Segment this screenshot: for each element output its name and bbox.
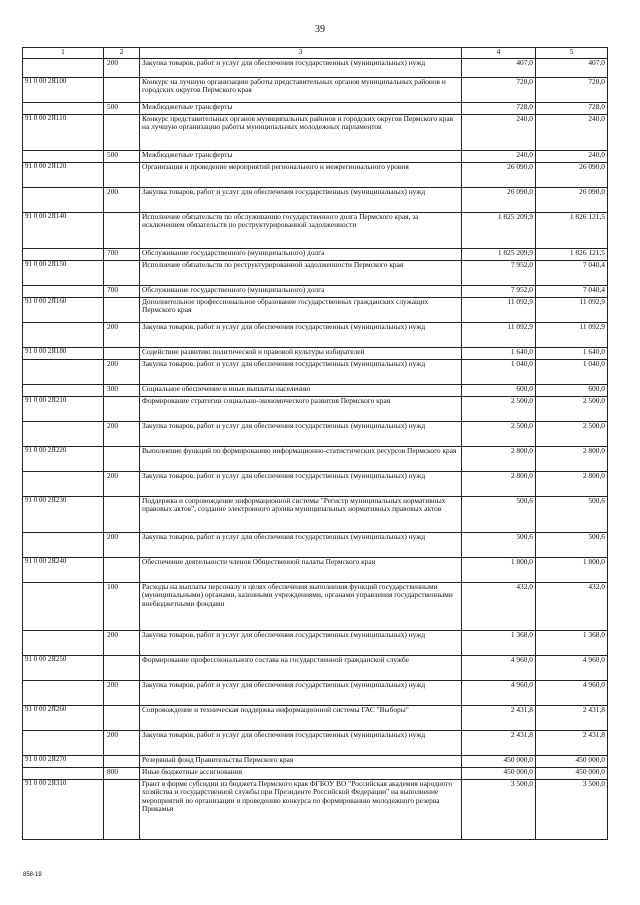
cell-kvr	[104, 298, 140, 323]
cell-kvr	[104, 656, 140, 681]
cell-code	[23, 103, 104, 115]
cell-code	[23, 286, 104, 298]
cell-value-2019: 240,0	[462, 151, 536, 163]
cell-name: Исполнение обязательств по обслуживанию государственного долга Пермского края, за исключением обязательств по реструктурированной задолженности	[140, 213, 462, 249]
cell-kvr: 300	[104, 385, 140, 397]
cell-value-2019: 500,6	[462, 533, 536, 558]
cell-name: Грант в форме субсидии из бюджета Пермского края ФГБОУ ВО "Российская академия народного хозяйства и государственной службы при Президенте Российской Федерации" на выполнение мероприятий по организации и проведению конкурса по формированию молодежного резерва Прикамья	[140, 780, 462, 840]
cell-value-2019: 1 825 209,9	[462, 249, 536, 261]
cell-name: Закупка товаров, работ и услуг для обеспечения государственных (муниципальных) нужд	[140, 59, 462, 78]
column-header: 2	[104, 48, 140, 59]
cell-code	[23, 151, 104, 163]
cell-value-2020: 1 368,0	[536, 631, 608, 656]
cell-kvr: 500	[104, 151, 140, 163]
cell-name: Конкурс представительных органов муниципальных районов и городских округов Пермского края на лучшую организацию работы муниципальных молодежных парламентов	[140, 115, 462, 151]
cell-value-2020: 728,0	[536, 78, 608, 103]
cell-value-2019: 7 952,0	[462, 261, 536, 286]
cell-name: Выполнение функций по формированию информационно-статистических ресурсов Пермского края	[140, 447, 462, 472]
cell-name: Закупка товаров, работ и услуг для обеспечения государственных (муниципальных) нужд	[140, 681, 462, 706]
cell-name: Социальное обеспечение и иные выплаты населению	[140, 385, 462, 397]
cell-code	[23, 360, 104, 385]
cell-kvr	[104, 115, 140, 151]
cell-kvr	[104, 558, 140, 583]
cell-name: Закупка товаров, работ и услуг для обеспечения государственных (муниципальных) нужд	[140, 631, 462, 656]
table-row	[23, 323, 608, 348]
table-row	[23, 472, 608, 497]
cell-value-2019: 2 800,0	[462, 472, 536, 497]
cell-name: Сопровождение и техническая поддержка информационной системы ГАС "Выборы"	[140, 706, 462, 731]
table-row	[23, 780, 608, 840]
cell-kvr	[104, 78, 140, 103]
table-row	[23, 497, 608, 533]
table-row	[23, 213, 608, 249]
cell-kvr	[104, 261, 140, 286]
cell-value-2020: 450 000,0	[536, 756, 608, 768]
cell-value-2019: 3 500,0	[462, 780, 536, 840]
table-row	[23, 447, 608, 472]
cell-value-2020: 3 500,0	[536, 780, 608, 840]
cell-value-2019: 1 640,0	[462, 348, 536, 360]
cell-kvr	[104, 706, 140, 731]
cell-value-2020: 240,0	[536, 115, 608, 151]
cell-name: Межбюджетные трансферты	[140, 151, 462, 163]
table-row	[23, 731, 608, 756]
cell-value-2020: 600,0	[536, 385, 608, 397]
document-code: 858-19	[23, 872, 42, 878]
cell-value-2019: 4 960,0	[462, 681, 536, 706]
table-row	[23, 348, 608, 360]
cell-kvr: 200	[104, 731, 140, 756]
cell-code	[23, 583, 104, 631]
cell-value-2020: 1 826 121,5	[536, 249, 608, 261]
cell-kvr: 200	[104, 323, 140, 348]
cell-value-2019: 2 800,0	[462, 447, 536, 472]
cell-value-2019: 11 092,9	[462, 298, 536, 323]
cell-kvr: 200	[104, 681, 140, 706]
table-row	[23, 188, 608, 213]
budget-table	[22, 47, 608, 840]
cell-code	[23, 323, 104, 348]
table-header-row	[23, 48, 608, 59]
cell-code: 91 0 00 2Я260	[23, 706, 104, 731]
cell-value-2019: 4 960,0	[462, 656, 536, 681]
cell-kvr	[104, 756, 140, 768]
cell-value-2019: 500,6	[462, 497, 536, 533]
cell-value-2019: 1 825 209,9	[462, 213, 536, 249]
cell-code: 91 0 00 2Я100	[23, 78, 104, 103]
column-header: 4	[462, 48, 536, 59]
table-row	[23, 78, 608, 103]
cell-kvr: 200	[104, 360, 140, 385]
table-row	[23, 656, 608, 681]
cell-code	[23, 768, 104, 780]
table-row	[23, 422, 608, 447]
cell-code	[23, 731, 104, 756]
cell-name: Конкурс на лучшую организацию работы представительных органов муниципальных районов и городских округов Пермского края	[140, 78, 462, 103]
cell-kvr: 200	[104, 422, 140, 447]
cell-kvr: 200	[104, 472, 140, 497]
cell-code: 91 0 00 2Я120	[23, 163, 104, 188]
table-row	[23, 261, 608, 286]
table-row	[23, 397, 608, 422]
cell-value-2020: 407,0	[536, 59, 608, 78]
cell-code	[23, 472, 104, 497]
cell-name: Закупка товаров, работ и услуг для обеспечения государственных (муниципальных) нужд	[140, 360, 462, 385]
table-row	[23, 583, 608, 631]
cell-kvr	[104, 780, 140, 840]
column-header: 3	[140, 48, 462, 59]
cell-name: Межбюджетные трансферты	[140, 103, 462, 115]
cell-value-2020: 2 800,0	[536, 447, 608, 472]
cell-value-2020: 2 500,0	[536, 397, 608, 422]
cell-kvr: 700	[104, 249, 140, 261]
cell-code: 91 0 00 2Я140	[23, 213, 104, 249]
cell-value-2019: 240,0	[462, 115, 536, 151]
cell-value-2020: 1 640,0	[536, 348, 608, 360]
cell-kvr	[104, 497, 140, 533]
cell-value-2019: 432,0	[462, 583, 536, 631]
cell-name: Исполнение обязательств по реструктурированной задолженности Пермского края	[140, 261, 462, 286]
cell-code	[23, 681, 104, 706]
cell-name: Формирование профессионального состава на государственной гражданской службе	[140, 656, 462, 681]
cell-value-2020: 4 960,0	[536, 681, 608, 706]
cell-name: Закупка товаров, работ и услуг для обеспечения государственных (муниципальных) нужд	[140, 188, 462, 213]
cell-value-2019: 728,0	[462, 78, 536, 103]
cell-name: Иные бюджетные ассигнования	[140, 768, 462, 780]
cell-code	[23, 422, 104, 447]
cell-value-2020: 500,6	[536, 497, 608, 533]
cell-name: Обслуживание государственного (муниципального) долга	[140, 286, 462, 298]
cell-value-2019: 11 092,9	[462, 323, 536, 348]
cell-kvr	[104, 213, 140, 249]
cell-value-2020: 728,0	[536, 103, 608, 115]
column-header: 5	[536, 48, 608, 59]
cell-code	[23, 249, 104, 261]
cell-kvr: 800	[104, 768, 140, 780]
cell-code	[23, 631, 104, 656]
cell-value-2019: 450 000,0	[462, 756, 536, 768]
cell-value-2020: 11 092,9	[536, 323, 608, 348]
cell-code: 91 0 00 2Я240	[23, 558, 104, 583]
cell-kvr: 200	[104, 533, 140, 558]
cell-value-2019: 1 368,0	[462, 631, 536, 656]
cell-code: 91 0 00 2Я110	[23, 115, 104, 151]
cell-name: Закупка товаров, работ и услуг для обеспечения государственных (муниципальных) нужд	[140, 323, 462, 348]
cell-code: 91 0 00 2Я250	[23, 656, 104, 681]
cell-kvr	[104, 348, 140, 360]
table-row	[23, 163, 608, 188]
cell-name: Содействие развитию политической и правовой культуры избирателей	[140, 348, 462, 360]
cell-value-2020: 500,6	[536, 533, 608, 558]
cell-value-2020: 26 090,0	[536, 188, 608, 213]
cell-value-2019: 26 090,0	[462, 163, 536, 188]
table-row	[23, 298, 608, 323]
cell-kvr	[104, 163, 140, 188]
cell-value-2020: 2 500,0	[536, 422, 608, 447]
cell-name: Обслуживание государственного (муниципального) долга	[140, 249, 462, 261]
cell-name: Закупка товаров, работ и услуг для обеспечения государственных (муниципальных) нужд	[140, 731, 462, 756]
cell-kvr: 100	[104, 583, 140, 631]
cell-value-2020: 2 431,8	[536, 706, 608, 731]
cell-kvr	[104, 447, 140, 472]
cell-value-2020: 11 092,9	[536, 298, 608, 323]
page-number: 39	[315, 24, 325, 35]
table-row	[23, 768, 608, 780]
cell-name: Резервный фонд Правительства Пермского края	[140, 756, 462, 768]
cell-code: 91 0 00 2Я310	[23, 780, 104, 840]
cell-name: Закупка товаров, работ и услуг для обеспечения государственных (муниципальных) нужд	[140, 472, 462, 497]
cell-code: 91 0 00 2Я150	[23, 261, 104, 286]
cell-value-2020: 240,0	[536, 151, 608, 163]
cell-value-2019: 26 090,0	[462, 188, 536, 213]
table-row	[23, 59, 608, 78]
cell-value-2020: 7 040,4	[536, 286, 608, 298]
cell-value-2019: 7 952,0	[462, 286, 536, 298]
cell-code	[23, 59, 104, 78]
table-row	[23, 631, 608, 656]
cell-kvr: 200	[104, 59, 140, 78]
table-row	[23, 360, 608, 385]
table-row	[23, 286, 608, 298]
table-row	[23, 706, 608, 731]
table-row	[23, 103, 608, 115]
cell-value-2020: 26 090,0	[536, 163, 608, 188]
table-row	[23, 533, 608, 558]
cell-value-2019: 2 500,0	[462, 397, 536, 422]
cell-value-2019: 1 040,0	[462, 360, 536, 385]
cell-code: 91 0 00 2Я230	[23, 497, 104, 533]
cell-value-2019: 600,0	[462, 385, 536, 397]
cell-name: Организация и проведение мероприятий регионального и межрегионального уровня	[140, 163, 462, 188]
table-row	[23, 115, 608, 151]
cell-name: Дополнительное профессиональное образование государственных гражданских служащих Пермского края	[140, 298, 462, 323]
cell-value-2019: 450 000,0	[462, 768, 536, 780]
cell-value-2020: 450 000,0	[536, 768, 608, 780]
table-row	[23, 681, 608, 706]
table-row	[23, 151, 608, 163]
cell-name: Закупка товаров, работ и услуг для обеспечения государственных (муниципальных) нужд	[140, 533, 462, 558]
cell-value-2020: 4 960,0	[536, 656, 608, 681]
cell-value-2020: 432,0	[536, 583, 608, 631]
table-row	[23, 249, 608, 261]
table-row	[23, 385, 608, 397]
cell-code: 91 0 00 2Я220	[23, 447, 104, 472]
cell-value-2019: 2 431,8	[462, 706, 536, 731]
cell-name: Формирование стратегии социально-экономического развития Пермского края	[140, 397, 462, 422]
cell-value-2019: 728,0	[462, 103, 536, 115]
cell-value-2019: 1 800,0	[462, 558, 536, 583]
cell-code	[23, 533, 104, 558]
cell-name: Закупка товаров, работ и услуг для обеспечения государственных (муниципальных) нужд	[140, 422, 462, 447]
cell-code	[23, 188, 104, 213]
column-header: 1	[23, 48, 104, 59]
table-row	[23, 756, 608, 768]
cell-name: Поддержка и сопровождение информационной системы "Регистр муниципальных нормативных правовых актов", создание электронного архива муниципальных нормативных правовых актов	[140, 497, 462, 533]
cell-code: 91 0 00 2Я180	[23, 348, 104, 360]
cell-value-2019: 2 500,0	[462, 422, 536, 447]
cell-kvr: 200	[104, 631, 140, 656]
cell-name: Обеспечение деятельности членов Общественной палаты Пермского края	[140, 558, 462, 583]
cell-value-2020: 1 800,0	[536, 558, 608, 583]
cell-kvr	[104, 397, 140, 422]
cell-value-2020: 1 040,0	[536, 360, 608, 385]
cell-value-2019: 2 431,8	[462, 731, 536, 756]
cell-kvr: 500	[104, 103, 140, 115]
cell-code	[23, 385, 104, 397]
cell-kvr: 700	[104, 286, 140, 298]
cell-name: Расходы на выплаты персоналу в целях обеспечения выполнения функций государственными (муниципальными) органами, казенными учреждениями, органами управления государственными внебюджетными фондами	[140, 583, 462, 631]
cell-value-2020: 1 826 121,5	[536, 213, 608, 249]
cell-code: 91 0 00 2Я160	[23, 298, 104, 323]
cell-value-2020: 7 040,4	[536, 261, 608, 286]
cell-kvr: 200	[104, 188, 140, 213]
cell-value-2020: 2 800,0	[536, 472, 608, 497]
cell-value-2020: 2 431,8	[536, 731, 608, 756]
cell-code: 91 0 00 2Я210	[23, 397, 104, 422]
cell-value-2019: 407,0	[462, 59, 536, 78]
table-row	[23, 558, 608, 583]
cell-code: 91 0 00 2Я270	[23, 756, 104, 768]
